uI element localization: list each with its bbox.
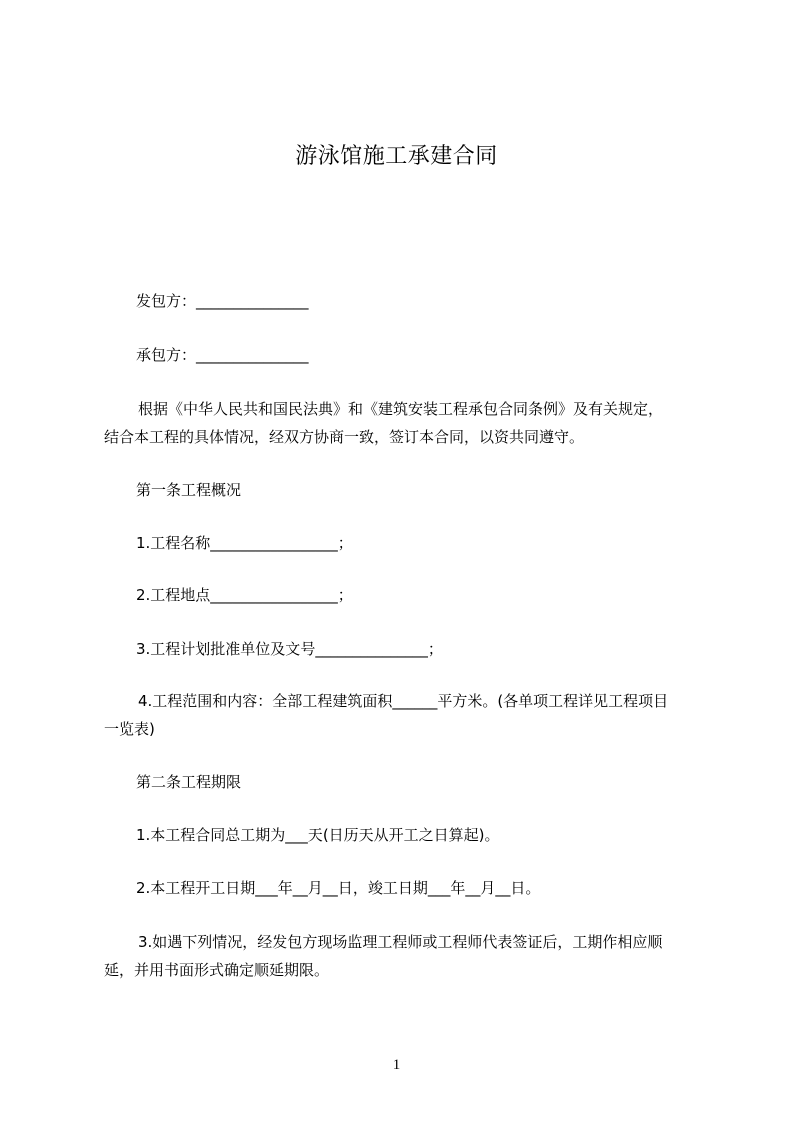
- article-2-item-1: 1.本工程合同总工期为___天(日历天从开工之日算起)。: [136, 826, 500, 844]
- page-number: 1: [392, 1057, 401, 1073]
- document-title: 游泳馆施工承建合同: [295, 144, 498, 169]
- article-1-heading: 第一条工程概况: [136, 481, 242, 499]
- preamble-line-2: 结合本工程的具体情况，经双方协商一致，签订本合同，以资共同遵守。: [104, 428, 585, 446]
- article-2-item-3-line-2: 延，并用书面形式确定顺延期限。: [104, 961, 330, 979]
- article-1-item-1: 1.工程名称_________________；: [136, 534, 353, 552]
- employer-party-line: 发包方：_______________: [136, 292, 309, 310]
- article-1-item-4-line-2: 一览表): [104, 720, 155, 738]
- article-1-item-4-line-1: 4.工程范围和内容：全部工程建筑面积______平方米。(各单项工程详见工程项目: [138, 692, 669, 710]
- article-2-item-2: 2.本工程开工日期___年__月__日，竣工日期___年__月__日。: [136, 879, 541, 897]
- article-1-item-3: 3.工程计划批准单位及文号_______________；: [136, 640, 443, 658]
- preamble-line-1: 根据《中华人民共和国民法典》和《建筑安装工程承包合同条例》及有关规定，: [138, 400, 664, 418]
- article-1-item-2: 2.工程地点_________________；: [136, 586, 353, 604]
- contractor-party-line: 承包方：_______________: [136, 346, 309, 364]
- article-2-heading: 第二条工程期限: [136, 773, 242, 791]
- article-2-item-3-line-1: 3.如遇下列情况，经发包方现场监理工程师或工程师代表签证后，工期作相应顺: [138, 933, 663, 951]
